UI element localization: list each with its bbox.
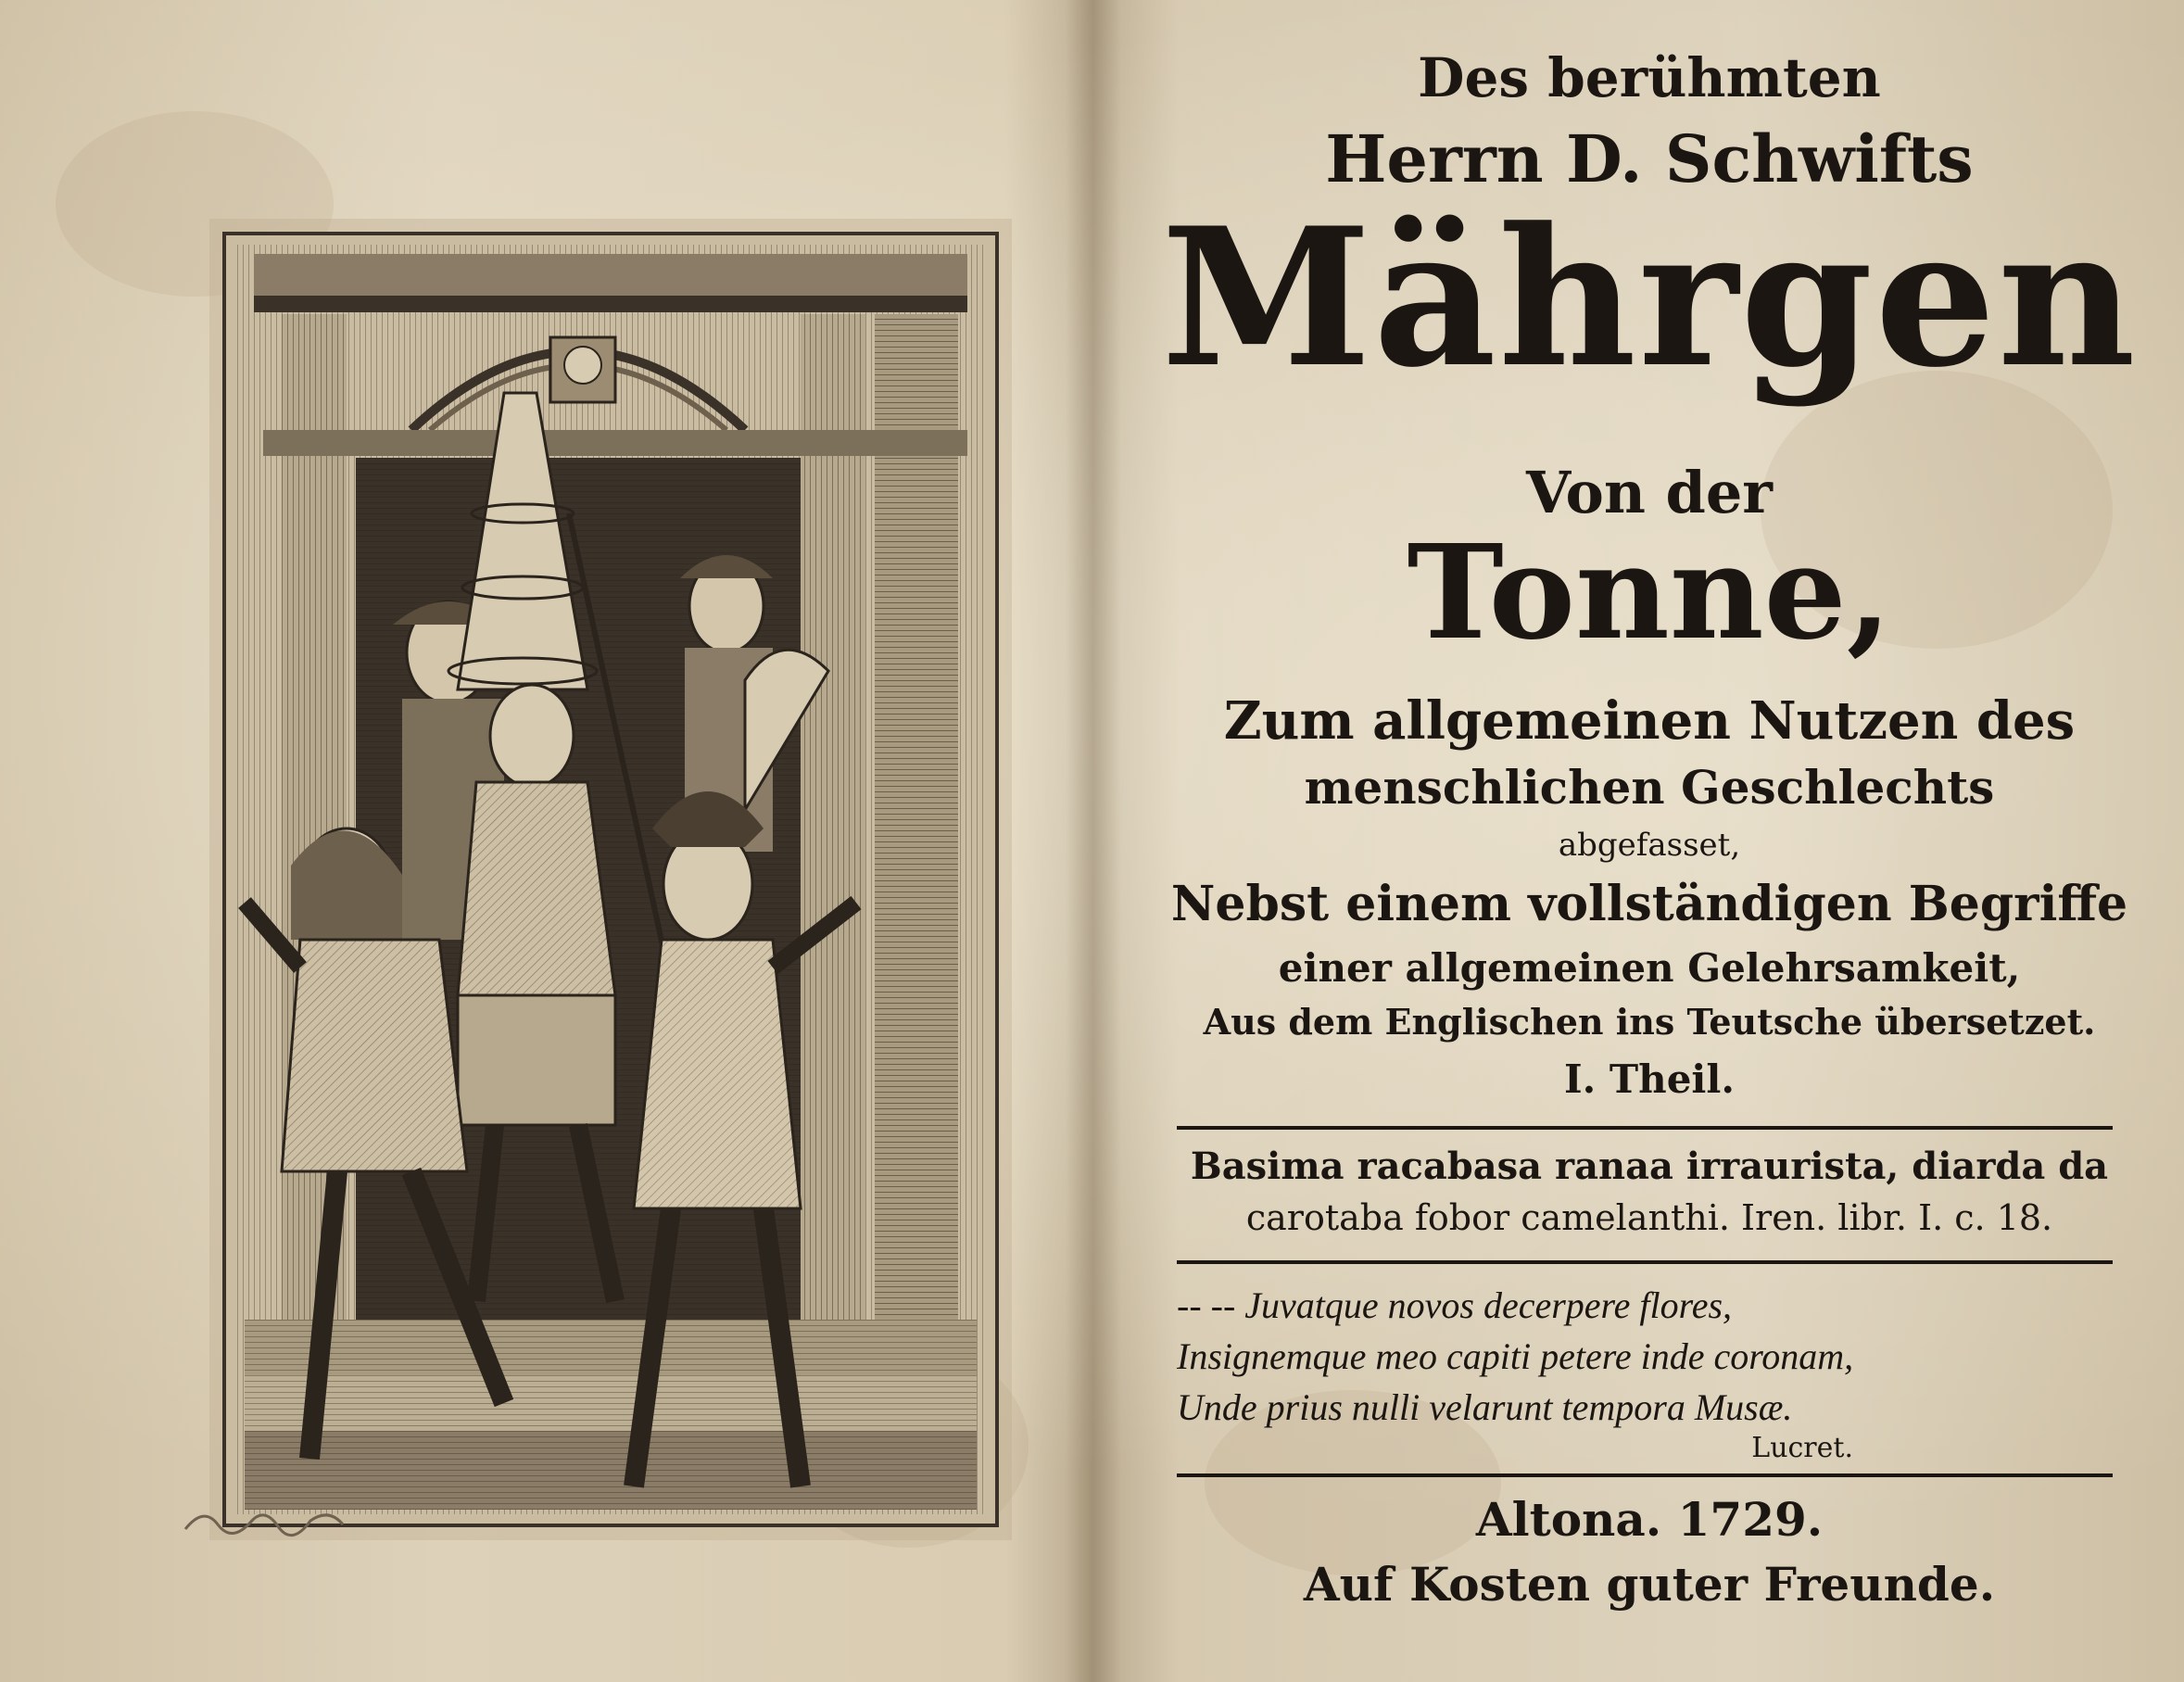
title-line-von-der: Von der <box>1526 459 1773 526</box>
title-line-translation: Aus dem Englischen ins Teutsche übersetzet. <box>1203 1001 2096 1043</box>
title-line-gelehrsamkeit: einer allgemeinen Gelehrsamkeit, <box>1278 945 2021 991</box>
divider-rule <box>1177 1126 2113 1130</box>
title-line-tonne: Tonne, <box>1407 517 1892 669</box>
title-line-geschlechts: menschlichen Geschlechts <box>1304 760 1995 815</box>
title-line-author: Herrn D. Schwifts <box>1325 120 1974 197</box>
imprint-publisher: Auf Kosten guter Freunde. <box>1303 1557 1996 1612</box>
title-line-nutzen: Zum allgemeinen Nutzen des <box>1223 690 2076 752</box>
verse-line-1: -- -- Juvatque novos decerpere flores, <box>1177 1284 1733 1326</box>
divider-rule <box>1177 1260 2113 1264</box>
title-line-part: I. Theil. <box>1564 1056 1735 1102</box>
engraving-illustration <box>226 235 995 1524</box>
title-line-abgefasset: abgefasset, <box>1558 827 1741 864</box>
verse-attribution: Lucret. <box>1751 1432 1853 1464</box>
title-line-begriffe: Nebst einem vollständigen Begriffe <box>1170 876 2128 932</box>
imprint-place-date: Altona. 1729. <box>1475 1492 1824 1547</box>
motto-line-2: carotaba fobor camelanthi. Iren. libr. I. c. 18. <box>1245 1197 2053 1238</box>
handwritten-mark <box>181 1497 366 1543</box>
divider-rule <box>1177 1473 2113 1477</box>
motto-line-1: Basima racabasa ranaa irraurista, diarda da <box>1190 1145 2109 1188</box>
main-title: Mährgen <box>1161 187 2138 410</box>
frontispiece-engraving <box>222 232 999 1527</box>
verse-line-2: Insignemque meo capiti petere inde coronam, <box>1177 1335 1854 1377</box>
book-gutter <box>1066 0 1121 1682</box>
title-page <box>1149 28 2150 1659</box>
title-line-des-beruehmten: Des berühmten <box>1418 46 1881 109</box>
verse-line-3: Unde prius nulli velarunt tempora Musæ. <box>1177 1386 1793 1428</box>
